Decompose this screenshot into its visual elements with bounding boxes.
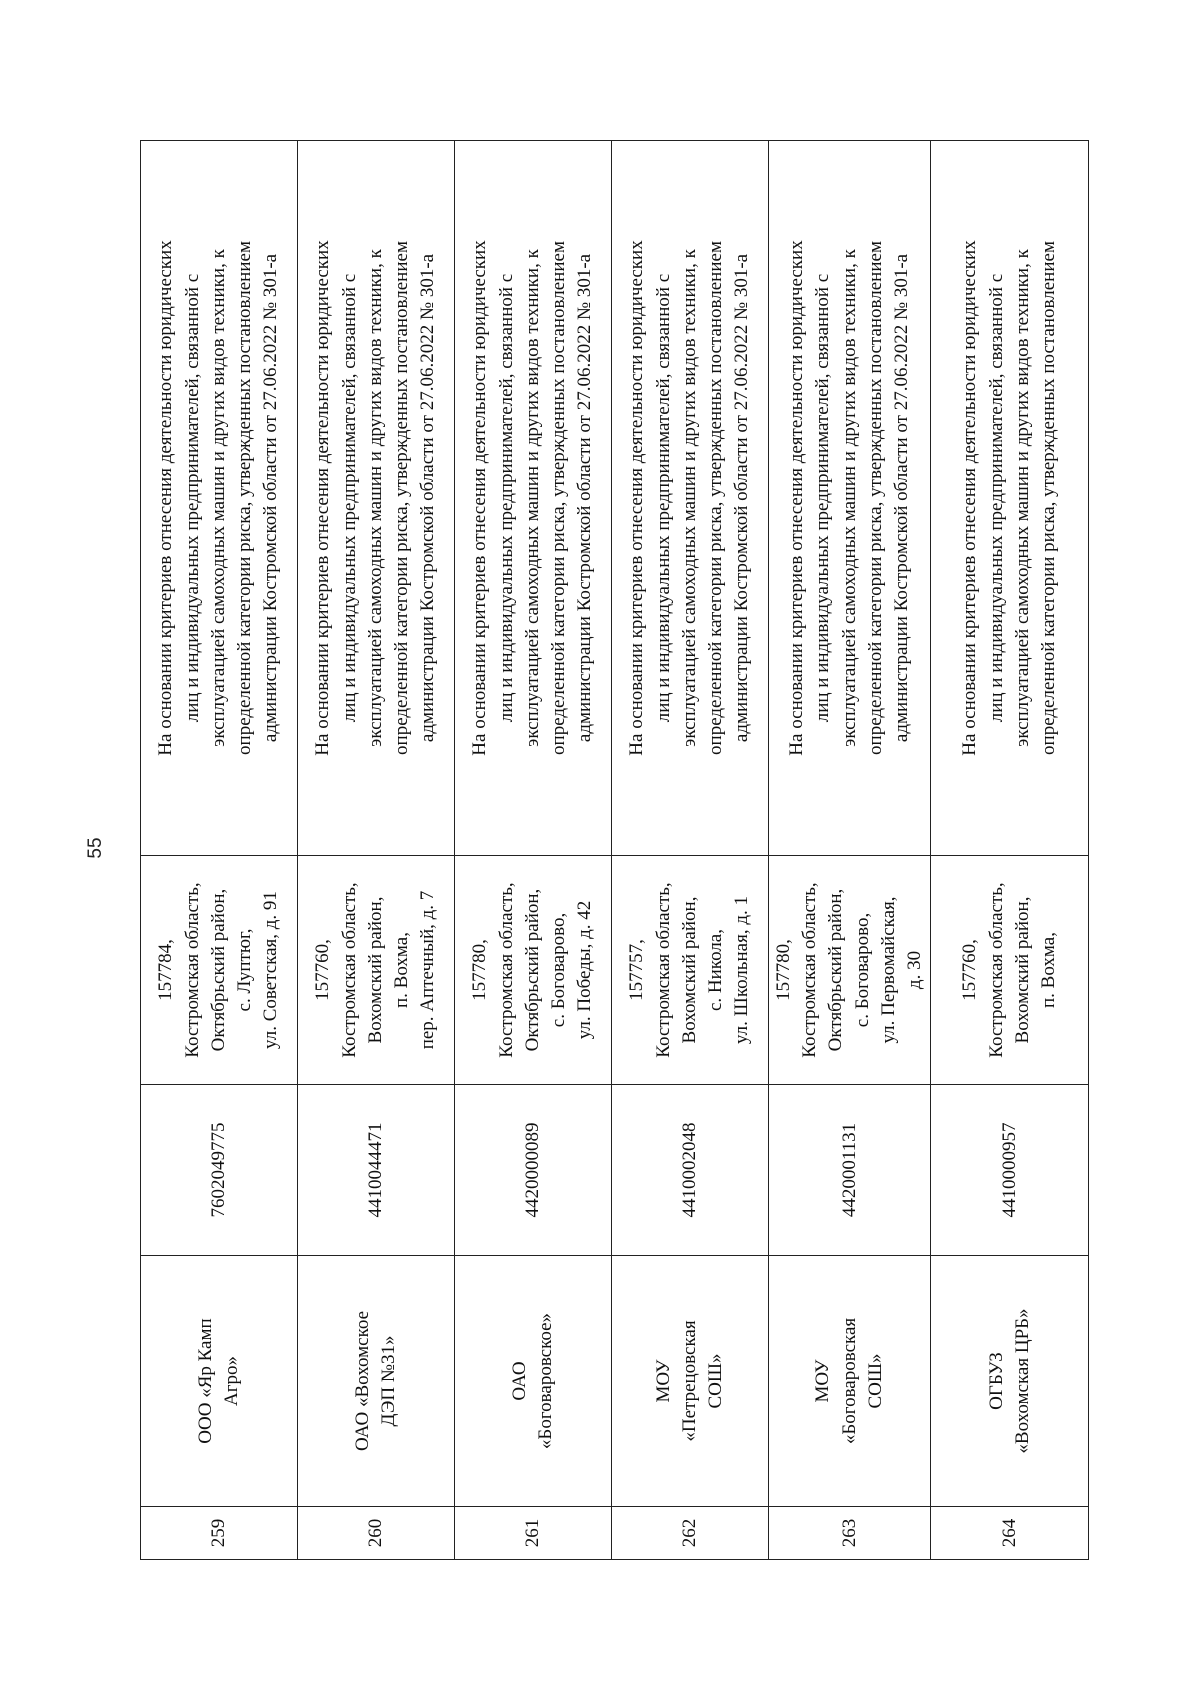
address-line: с. Луптюг, bbox=[234, 928, 256, 1012]
organization-name-line: «Боговаровская bbox=[838, 1317, 860, 1445]
address-line: 157780, bbox=[773, 939, 794, 1001]
rotated-table-container bbox=[140, 140, 1090, 1560]
basis-text-line: На основании критериев отнесения деятельности юридических bbox=[626, 240, 648, 756]
inn-cell: 4420001131 bbox=[769, 1085, 931, 1256]
organization-name-line: «Петрецовская bbox=[678, 1320, 700, 1442]
basis-text-line: определенной категории риска, утвержденных постановлением bbox=[705, 241, 727, 755]
organization-name-line: СОШ» bbox=[864, 1353, 886, 1409]
basis-text-line: На основании критериев отнесения деятельности юридических bbox=[469, 240, 491, 756]
table-row bbox=[612, 141, 769, 1560]
basis-text-line: администрации Костромской области от 27.06.2022 № 301-а bbox=[417, 253, 439, 743]
row-number-cell: 263 bbox=[769, 1507, 931, 1560]
organization-name-line: Агро» bbox=[221, 1356, 242, 1407]
organization-name-line: МОУ bbox=[812, 1359, 834, 1403]
row-number-cell: 264 bbox=[931, 1507, 1089, 1560]
basis-text-line: На основании критериев отнесения деятельности юридических bbox=[959, 240, 981, 756]
basis-text-line: На основании критериев отнесения деятельности юридических bbox=[786, 240, 808, 756]
basis-text-line: эксплуатацией самоходных машин и других видов техники, к bbox=[521, 249, 543, 747]
basis-text-line: эксплуатацией самоходных машин и других видов техники, к bbox=[678, 249, 700, 747]
basis-text-line: эксплуатацией самоходных машин и других видов техники, к bbox=[838, 249, 860, 747]
address-line: 157784, bbox=[155, 939, 177, 1001]
address-line: 157760, bbox=[959, 939, 981, 1001]
organization-cell bbox=[612, 1256, 769, 1507]
address-line: Вохомский район, bbox=[1011, 896, 1033, 1044]
organization-name-line: ОАО bbox=[508, 1361, 530, 1401]
address-line: 157757, bbox=[626, 939, 648, 1001]
address-cell bbox=[298, 856, 455, 1085]
address-line: ул. Советская, д. 91 bbox=[260, 891, 282, 1049]
address-line: с. Боговарово, bbox=[851, 912, 873, 1028]
basis-text-line: администрации Костромской области от 27.06.2022 № 301-а bbox=[890, 253, 912, 743]
address-line: Костромская область, bbox=[338, 882, 360, 1058]
organization-cell bbox=[769, 1256, 931, 1507]
address-cell bbox=[769, 856, 931, 1085]
inn-cell: 7602049775 bbox=[141, 1085, 298, 1256]
page-number: 55 bbox=[85, 837, 106, 859]
basis-text-line: эксплуатацией самоходных машин и других видов техники, к bbox=[1011, 249, 1033, 747]
address-line: Костромская область, bbox=[495, 882, 517, 1058]
table-row bbox=[298, 141, 455, 1560]
row-number-cell: 260 bbox=[298, 1507, 455, 1560]
address-line: с. Боговарово, bbox=[548, 912, 570, 1028]
inn-cell: 4410002048 bbox=[612, 1085, 769, 1256]
basis-text-line: определенной категории риска, утвержденных постановлением bbox=[864, 241, 886, 755]
organization-name-line: «Боговаровское» bbox=[535, 1312, 556, 1450]
registry-table bbox=[140, 140, 1089, 1560]
address-line: ул. Победы, д. 42 bbox=[574, 900, 596, 1040]
basis-text-line: лиц и индивидуальных предпринимателей, связанной с bbox=[495, 273, 517, 723]
basis-text-line: лиц и индивидуальных предпринимателей, связанной с bbox=[652, 273, 674, 723]
address-cell bbox=[931, 856, 1089, 1085]
basis-text-line: определенной категории риска, утвержденных постановлением bbox=[1038, 241, 1060, 755]
table-row bbox=[769, 141, 931, 1560]
table-row bbox=[455, 141, 612, 1560]
inn-cell: 4410044471 bbox=[298, 1085, 455, 1256]
organization-name-line: ООО «Яр Камп bbox=[194, 1318, 216, 1444]
inn-cell: 4410000957 bbox=[931, 1085, 1089, 1256]
address-line: д. 30 bbox=[904, 950, 926, 990]
address-cell bbox=[455, 856, 612, 1085]
organization-name-line: «Вохомская ЦРБ» bbox=[1011, 1308, 1033, 1454]
organization-cell bbox=[931, 1256, 1089, 1507]
basis-text-line: На основании критериев отнесения деятельности юридических bbox=[312, 240, 334, 756]
basis-text-line: эксплуатацией самоходных машин и других видов техники, к bbox=[207, 249, 229, 747]
basis-text-line: лиц и индивидуальных предпринимателей, связанной с bbox=[181, 273, 203, 723]
address-line: Костромская область, bbox=[652, 882, 674, 1058]
address-line: пер. Аптечный, д. 7 bbox=[417, 890, 439, 1050]
address-cell bbox=[141, 856, 298, 1085]
basis-cell bbox=[141, 141, 298, 856]
organization-cell bbox=[141, 1256, 298, 1507]
organization-name-line: ДЭП №31» bbox=[378, 1335, 399, 1427]
address-line: Октябрьский район, bbox=[825, 888, 847, 1052]
row-number-cell: 262 bbox=[612, 1507, 769, 1560]
basis-cell bbox=[455, 141, 612, 856]
organization-name-line: МОУ bbox=[652, 1359, 674, 1403]
table-body bbox=[141, 141, 1089, 1560]
table-row bbox=[141, 141, 298, 1560]
table-row bbox=[931, 141, 1089, 1560]
basis-text-line: администрации Костромской области от 27.06.2022 № 301-а bbox=[260, 253, 282, 743]
row-number-cell: 259 bbox=[141, 1507, 298, 1560]
address-line: с. Никола, bbox=[705, 929, 727, 1012]
address-line: Костромская область, bbox=[181, 882, 203, 1058]
address-line: ул. Школьная, д. 1 bbox=[731, 896, 753, 1044]
basis-text-line: эксплуатацией самоходных машин и других видов техники, к bbox=[364, 249, 386, 747]
basis-text-line: определенной категории риска, утвержденных постановлением bbox=[234, 241, 256, 755]
basis-cell bbox=[931, 141, 1089, 856]
basis-text-line: На основании критериев отнесения деятельности юридических bbox=[155, 240, 177, 756]
address-cell bbox=[612, 856, 769, 1085]
organization-name-line: СОШ» bbox=[705, 1353, 727, 1409]
row-number-cell: 261 bbox=[455, 1507, 612, 1560]
basis-cell bbox=[769, 141, 931, 856]
basis-cell bbox=[612, 141, 769, 856]
address-line: ул. Первомайская, bbox=[877, 896, 899, 1044]
basis-text-line: определенной категории риска, утвержденных постановлением bbox=[548, 241, 570, 755]
basis-cell bbox=[298, 141, 455, 856]
basis-text-line: лиц и индивидуальных предпринимателей, связанной с bbox=[338, 273, 360, 723]
organization-name-line: ОАО «Вохомское bbox=[351, 1310, 373, 1452]
table-frame bbox=[140, 140, 1090, 1560]
address-line: п. Вохма, bbox=[1038, 932, 1060, 1008]
address-line: Октябрьский район, bbox=[521, 888, 543, 1052]
organization-cell bbox=[455, 1256, 612, 1507]
address-line: п. Вохма, bbox=[391, 932, 413, 1008]
address-line: Костромская область, bbox=[799, 882, 821, 1058]
organization-name-line: ОГБУЗ bbox=[985, 1352, 1007, 1410]
basis-text-line: администрации Костромской области от 27.06.2022 № 301-а bbox=[574, 253, 596, 743]
basis-text-line: лиц и индивидуальных предпринимателей, связанной с bbox=[812, 273, 834, 723]
address-line: Октябрьский район, bbox=[207, 888, 229, 1052]
basis-text-line: лиц и индивидуальных предпринимателей, связанной с bbox=[985, 273, 1007, 723]
address-line: 157780, bbox=[469, 939, 491, 1001]
address-line: Вохомский район, bbox=[364, 896, 386, 1044]
address-line: Вохомский район, bbox=[678, 896, 700, 1044]
organization-cell bbox=[298, 1256, 455, 1507]
address-line: 157760, bbox=[312, 939, 334, 1001]
basis-text-line: администрации Костромской области от 27.06.2022 № 301-а bbox=[731, 253, 753, 743]
inn-cell: 4420000089 bbox=[455, 1085, 612, 1256]
address-line: Костромская область, bbox=[985, 882, 1007, 1058]
basis-text-line: определенной категории риска, утвержденных постановлением bbox=[391, 241, 413, 755]
